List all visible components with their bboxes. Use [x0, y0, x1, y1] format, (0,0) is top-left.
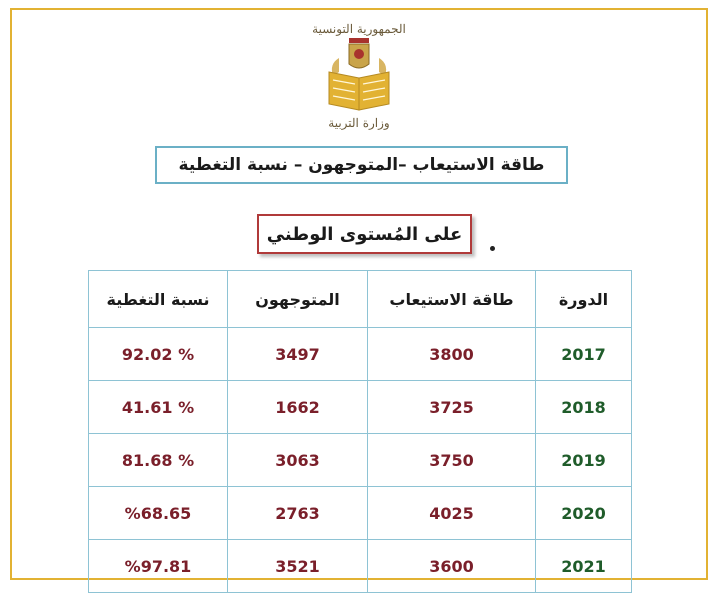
table-row	[89, 434, 632, 487]
cell-coverage: %68.65	[89, 487, 228, 540]
cell-year: 2018	[536, 381, 632, 434]
column-header-capacity: طاقة الاستيعاب	[368, 271, 536, 328]
cell-capacity: 4025	[368, 487, 536, 540]
cell-capacity: 3725	[368, 381, 536, 434]
ministry-emblem-icon	[319, 38, 399, 116]
table-row	[89, 381, 632, 434]
table-header-row	[89, 271, 632, 328]
column-header-coverage: نسبة التغطية	[89, 271, 228, 328]
cell-year: 2017	[536, 328, 632, 381]
cell-coverage: % 41.61	[89, 381, 228, 434]
page-subtitle: على المُستوى الوطني	[257, 214, 472, 254]
cell-coverage: % 92.02	[89, 328, 228, 381]
decorative-dot	[490, 246, 495, 251]
table-row	[89, 540, 632, 593]
column-header-year: الدورة	[536, 271, 632, 328]
cell-coverage: %97.81	[89, 540, 228, 593]
cell-oriented: 2763	[228, 487, 368, 540]
document-page	[10, 8, 708, 580]
table-row	[89, 487, 632, 540]
republic-header: الجمهورية التونسية	[312, 22, 406, 36]
cell-coverage: % 81.68	[89, 434, 228, 487]
cell-oriented: 3063	[228, 434, 368, 487]
cell-oriented: 3521	[228, 540, 368, 593]
cell-year: 2020	[536, 487, 632, 540]
ministry-name: وزارة التربية	[328, 116, 390, 130]
cell-capacity: 3800	[368, 328, 536, 381]
page-title: طاقة الاستيعاب –المتوجهون – نسبة التغطية	[155, 146, 568, 184]
cell-capacity: 3750	[368, 434, 536, 487]
column-header-oriented: المتوجهون	[228, 271, 368, 328]
cell-oriented: 1662	[228, 381, 368, 434]
coverage-table	[88, 270, 632, 593]
table-row	[89, 328, 632, 381]
cell-capacity: 3600	[368, 540, 536, 593]
cell-year: 2019	[536, 434, 632, 487]
cell-year: 2021	[536, 540, 632, 593]
cell-oriented: 3497	[228, 328, 368, 381]
